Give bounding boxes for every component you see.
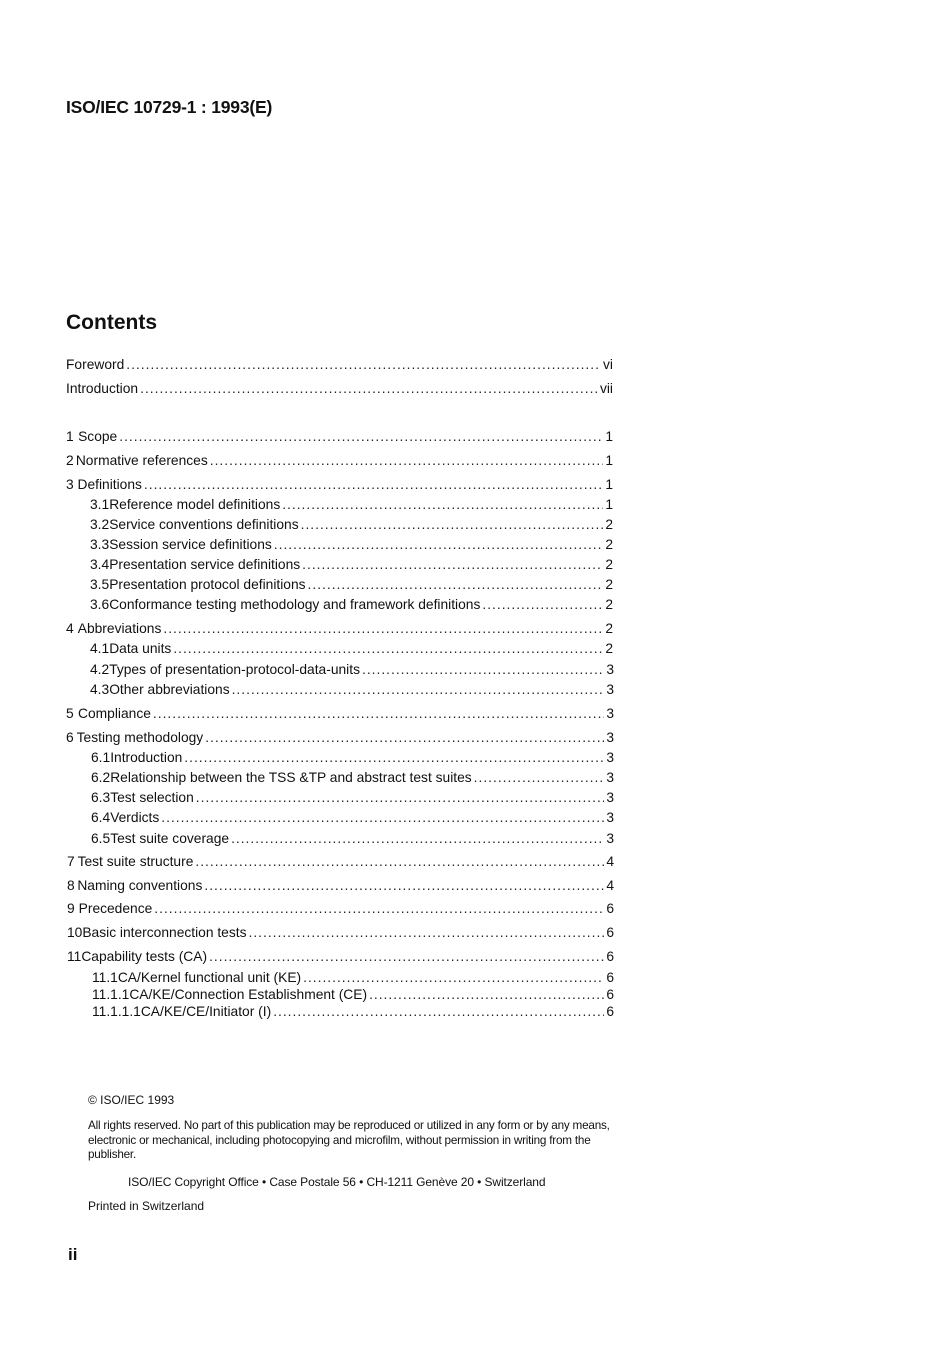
toc-title: Types of presentation-protocol-data-units [109, 662, 360, 677]
toc-page: 2 [605, 621, 613, 636]
toc-number: 6.5 [91, 831, 111, 846]
toc-page: 2 [605, 577, 613, 592]
toc-number: 6.4 [91, 810, 111, 825]
toc-number: 9 [67, 901, 75, 916]
toc-title: Capability tests (CA) [81, 949, 208, 964]
toc-page: 6 [606, 1004, 614, 1019]
toc-title: Introduction [110, 750, 183, 765]
toc-page: 3 [606, 750, 614, 765]
toc-number: 4.1 [90, 641, 110, 656]
toc-leader [482, 596, 603, 613]
toc-title: CA/KE/CE/Initiator (I) [140, 1004, 272, 1019]
toc-entry[interactable] [90, 576, 613, 593]
toc-leader [273, 1003, 604, 1020]
toc-page: 6 [606, 901, 614, 916]
toc-title: CA/Kernel functional unit (KE) [117, 970, 302, 985]
toc-page: 3 [606, 662, 614, 677]
toc-page: 3 [606, 682, 614, 697]
toc-page: 6 [606, 949, 614, 964]
toc-entry[interactable] [90, 556, 613, 573]
toc-title: Naming conventions [77, 878, 203, 893]
toc-page: 1 [605, 497, 613, 512]
toc-title: Precedence [78, 901, 153, 916]
toc-number: 3.1 [90, 497, 110, 512]
toc-leader [308, 576, 604, 593]
toc-title: Presentation protocol definitions [109, 577, 306, 592]
toc-leader [173, 640, 603, 657]
toc-title: Basic interconnection tests [82, 925, 247, 940]
toc-leader [301, 516, 604, 533]
toc-page: vi [603, 357, 613, 372]
toc-number: 11.1.1.1 [92, 1004, 141, 1019]
contents-heading: Contents [66, 311, 157, 334]
toc-page: 3 [606, 730, 614, 745]
toc-leader [119, 428, 603, 445]
toc-entry[interactable] [91, 809, 614, 826]
toc-page: 2 [605, 537, 613, 552]
toc-page: 2 [605, 557, 613, 572]
toc-number: 4.2 [90, 662, 110, 677]
toc-number: 11.1.1 [92, 987, 130, 1002]
toc-number: 11.1 [92, 970, 118, 985]
toc-page: 1 [605, 453, 613, 468]
toc-title: Definitions [77, 477, 142, 492]
toc-title: Introduction [66, 381, 139, 396]
toc-title: Other abbreviations [109, 682, 230, 697]
toc-number: 11 [67, 949, 82, 964]
toc-entry[interactable] [90, 661, 614, 678]
toc-leader [163, 620, 603, 637]
toc-entry[interactable] [66, 705, 614, 722]
toc-entry[interactable] [92, 986, 614, 1003]
toc-title: Normative references [75, 453, 208, 468]
toc-page: 2 [605, 597, 613, 612]
toc-title: Reference model definitions [109, 497, 281, 512]
toc-number: 3.2 [90, 517, 110, 532]
toc-page: 3 [606, 790, 614, 805]
toc-page: 1 [605, 477, 613, 492]
toc-entry[interactable] [90, 536, 613, 553]
toc-number: 8 [67, 878, 75, 893]
toc-entry[interactable] [92, 969, 614, 986]
toc-entry[interactable] [91, 769, 614, 786]
toc-title: Test suite structure [77, 854, 194, 869]
toc-leader [474, 769, 605, 786]
toc-title: Testing methodology [76, 730, 204, 745]
toc-number: 3.6 [90, 597, 110, 612]
toc-entry[interactable] [66, 380, 613, 397]
toc-title: Service conventions definitions [109, 517, 299, 532]
toc-entry[interactable] [92, 1003, 614, 1020]
toc-leader [210, 452, 604, 469]
toc-leader [196, 789, 605, 806]
toc-leader [232, 681, 605, 698]
toc-title: Data units [109, 641, 172, 656]
toc-entry[interactable] [90, 640, 613, 657]
toc-page: 2 [605, 641, 613, 656]
toc-page: 6 [606, 925, 614, 940]
toc-entry[interactable] [66, 729, 614, 746]
toc-leader [205, 729, 604, 746]
toc-entry[interactable] [66, 452, 613, 469]
toc-number: 1 [66, 429, 74, 444]
toc-title: Verdicts [110, 810, 160, 825]
toc-leader [231, 830, 604, 847]
toc-entry[interactable] [90, 496, 613, 513]
toc-title: Test suite coverage [110, 831, 230, 846]
toc-page: 4 [606, 854, 614, 869]
toc-page: 2 [605, 517, 613, 532]
toc-leader [362, 661, 604, 678]
toc-number: 5 [66, 706, 74, 721]
toc-page: vii [599, 381, 613, 396]
toc-entry[interactable] [90, 596, 613, 613]
rights-statement: All rights reserved. No part of this publication may be reproduced or utilized in any form or by any means, electronic or mechanical, including photocopying and microfilm, without permission in writing from the publisher. [88, 1119, 610, 1161]
toc-entry[interactable] [91, 749, 614, 766]
toc-entry[interactable] [90, 681, 614, 698]
toc-leader [153, 705, 604, 722]
toc-number: 3.4 [90, 557, 110, 572]
toc-page: 3 [606, 770, 614, 785]
toc-title: Relationship between the TSS &TP and abstract test suites [110, 770, 472, 785]
toc-leader [140, 380, 598, 397]
toc-page: 3 [606, 831, 614, 846]
toc-leader [126, 356, 601, 373]
toc-title: Test selection [110, 790, 194, 805]
toc-entry[interactable] [67, 853, 614, 870]
toc-number: 4.3 [90, 682, 110, 697]
toc-number: 6.3 [91, 790, 111, 805]
copyright-office-address: ISO/IEC Copyright Office • Case Postale 56 • CH-1211 Genève 20 • Switzerland [128, 1175, 546, 1189]
toc-title: Session service definitions [109, 537, 272, 552]
toc-leader [154, 900, 604, 917]
toc-leader [161, 809, 604, 826]
toc-entry[interactable] [67, 924, 614, 941]
toc-leader [144, 476, 603, 493]
toc-number: 10 [67, 925, 83, 940]
standard-identifier: ISO/IEC 10729-1 : 1993(E) [66, 97, 273, 117]
toc-leader [274, 536, 604, 553]
toc-number: 4 [66, 621, 74, 636]
toc-entry[interactable] [66, 620, 613, 637]
toc-title: Scope [78, 429, 118, 444]
toc-title: CA/KE/Connection Establishment (CE) [129, 987, 368, 1002]
toc-entry[interactable] [66, 428, 613, 445]
copyright-notice: © ISO/IEC 1993 [88, 1093, 175, 1107]
toc-entry[interactable] [66, 476, 613, 493]
toc-leader [209, 948, 604, 965]
toc-number: 2 [66, 453, 74, 468]
toc-title: Abbreviations [77, 621, 162, 636]
toc-title: Foreword [66, 357, 125, 372]
toc-page: 6 [606, 970, 614, 985]
toc-page: 1 [605, 429, 613, 444]
toc-number: 6.2 [91, 770, 111, 785]
toc-title: Presentation service definitions [109, 557, 301, 572]
toc-title: Compliance [78, 706, 151, 721]
toc-leader [303, 969, 604, 986]
toc-page: 4 [606, 878, 614, 893]
toc-entry[interactable] [91, 789, 614, 806]
toc-leader [248, 924, 604, 941]
toc-number: 3 [66, 477, 74, 492]
toc-number: 7 [67, 854, 75, 869]
toc-number: 6.1 [91, 750, 111, 765]
toc-entry[interactable] [66, 356, 613, 373]
toc-page: 6 [606, 987, 614, 1002]
toc-leader [184, 749, 604, 766]
printed-in: Printed in Switzerland [88, 1199, 205, 1213]
toc-entry[interactable] [90, 516, 613, 533]
toc-leader [302, 556, 603, 573]
toc-leader [369, 986, 604, 1003]
toc-entry[interactable] [67, 877, 614, 894]
toc-leader [282, 496, 603, 513]
page-number: ii [68, 1245, 78, 1264]
toc-page: 3 [606, 810, 614, 825]
toc-number: 3.5 [90, 577, 110, 592]
toc-number: 6 [66, 730, 74, 745]
toc-entry[interactable] [67, 900, 614, 917]
toc-number: 3.3 [90, 537, 110, 552]
toc-title: Conformance testing methodology and framework definitions [109, 597, 481, 612]
toc-entry[interactable] [91, 830, 614, 847]
toc-leader [195, 853, 604, 870]
toc-page: 3 [606, 706, 614, 721]
toc-leader [204, 877, 604, 894]
toc-entry[interactable] [67, 948, 614, 965]
